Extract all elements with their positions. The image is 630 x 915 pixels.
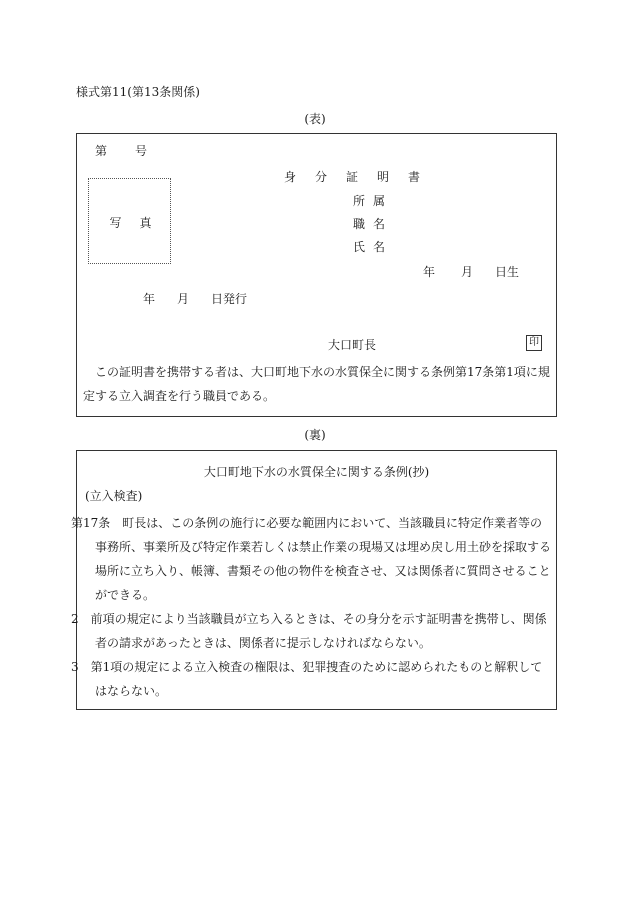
certificate-title: 身分証明書 xyxy=(284,170,440,184)
birth-year-label: 年 xyxy=(423,265,436,279)
id-card-front xyxy=(76,133,557,417)
seal-mark: 印 xyxy=(526,335,542,351)
article-17-paragraph-3 xyxy=(71,655,553,703)
field-name-label: 氏名 xyxy=(353,240,394,254)
article-17-number: 第17条 xyxy=(71,516,123,530)
back-side-label: (裏) xyxy=(304,428,326,442)
paragraph-2-text: 前項の規定により当該職員が立ち入るときは、その身分を示す証明書を携帯し、関係者の請求があったときは、関係者に提示しなければならない。 xyxy=(90,612,547,650)
photo-label: 写真 xyxy=(109,216,170,230)
number-suffix: 号 xyxy=(135,144,148,158)
certificate-number-line xyxy=(95,142,147,159)
front-side-label: (表) xyxy=(304,112,326,126)
issue-year-label: 年 xyxy=(143,292,156,306)
issue-day-label: 日発行 xyxy=(211,292,248,306)
id-card-back xyxy=(71,450,557,710)
section-heading: (立入検査) xyxy=(85,489,143,503)
paragraph-3-text: 第1項の規定による立入検査の権限は、犯罪捜査のために認められたものと解釈してはならない。 xyxy=(90,660,543,698)
photo-placeholder xyxy=(88,178,171,264)
article-17-paragraph xyxy=(71,511,553,607)
article-17-paragraph-2 xyxy=(71,607,553,655)
birth-date-line xyxy=(423,263,519,280)
paragraph-2-number: 2 xyxy=(71,612,91,626)
number-prefix: 第 xyxy=(95,144,108,158)
field-job-title-label: 職名 xyxy=(353,217,394,231)
birth-day-label: 日生 xyxy=(495,265,520,279)
article-17-text: 町長は、この条例の施行に必要な範囲内において、当該職員に特定作業者等の事務所、事業所及び特定作業若しくは禁止作業の現場又は埋め戻し用土砂を採取する場所に立ち入り、帳簿、書類その他の物件を検査させ、又は関係者に質問させることができる。 xyxy=(95,516,552,602)
issue-month-label: 月 xyxy=(177,292,190,306)
form-number-label: 様式第11(第13条関係) xyxy=(76,85,200,99)
ordinance-title: 大口町地下水の水質保全に関する条例(抄) xyxy=(203,465,430,479)
issuer-title: 大口町長 xyxy=(328,338,377,352)
issue-date-line xyxy=(143,290,247,307)
birth-month-label: 月 xyxy=(461,265,474,279)
paragraph-3-number: 3 xyxy=(71,660,91,674)
certificate-statement: この証明書を携帯する者は、大口町地下水の水質保全に関する条例第17条第1項に規定する立入調査を行う職員である。 xyxy=(83,365,550,403)
field-affiliation-label: 所属 xyxy=(353,194,394,208)
